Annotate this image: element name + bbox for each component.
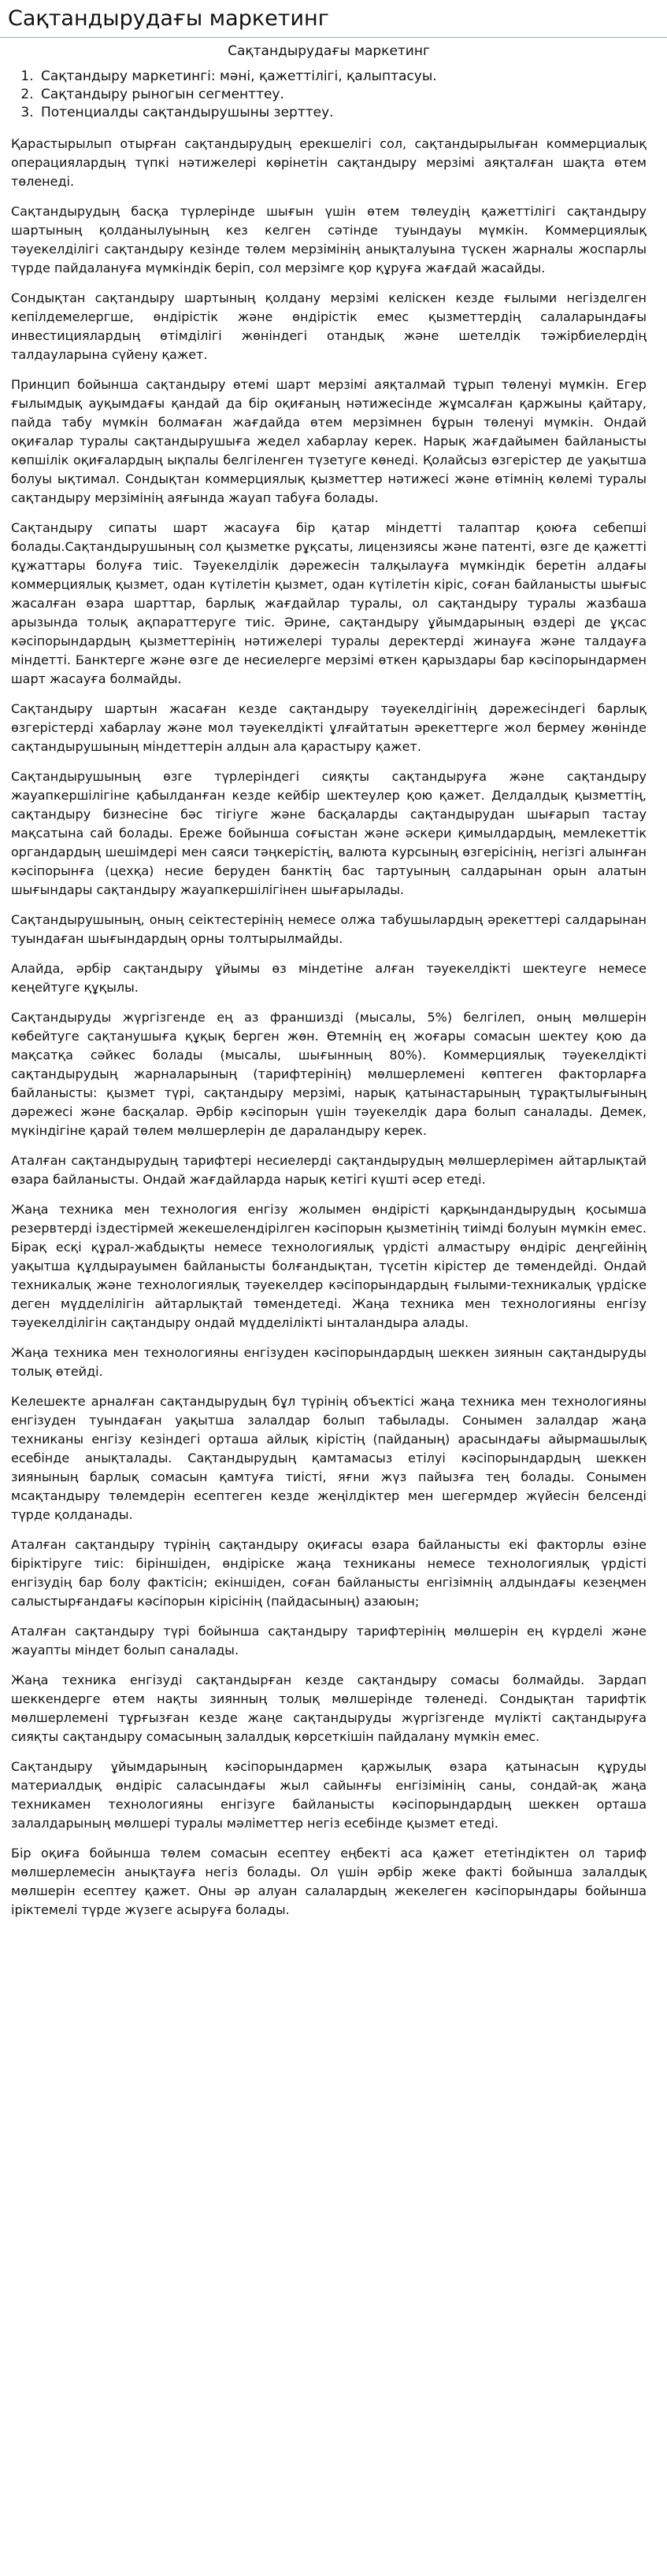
paragraph: Жаңа техника мен технологияны енгізуден кәсіпорындардың шеккен зиянын сақтандыруды толық өтейді. [11,1345,647,1379]
page-title: Сақтандырудағы маркетинг [0,0,667,38]
outline-item: 2. Сақтандыру рыногын сегменттеу. [38,86,647,104]
paragraph: Сондықтан сақтандыру шартының қолдану мерзімі келіскен кезде ғылыми негізделген кепілдемелергше, өндірістік және өндірістік емес қызметтердің салаларындағы инвестициялардың өтімділігі жөніндегі отандық және шетелдік тәжірбиелердің талдауларына сүйену қажет. [11,290,647,362]
paragraph: Бір оқиға бойынша төлем сомасын есептеу еңбекті аса қажет ететіндіктен ол тариф мөлшерлемесін анықтауға негіз болады. Ол үшін әрбір жеке факті бойынша залалдық мөлшерін есептеу қажет. Оны әр алуан салалардың жекелеген кәсіпорындары бойынша іріктемелі түрде жүзеге асыруға болады. [11,1846,647,1917]
paragraph: Келешекте арналған сақтандырудың бұл түрінің объектісі жаңа техника мен технологияны енгізуден туындаған уақытша залалдар болып табылады. Сонымен залалдар жаңа техниканы енгізу кезіндегі орташа айлық кірістің (пайданың) арасындағы айырмашылық есебінде анықталады. Сақтандырудың қамтамасыз етілуі кәсіпорындардың шеккен зиянының барлық сомасын қамтуға тиісті, яғни жүз пайызға тең болады. Сонымен мсақтандыру төлемдерін есептеген кезде жеңілдіктер мен шегермдер жүйесін белсенді түрде қолданады. [11,1394,647,1522]
paragraph: Принцип бойынша сақтандыру өтемі шарт мерзімі аяқталмай тұрып төленуі мүмкін. Егер ғылымдық ауқымдағы қандай да бір оқиғаның нәтижесінде жұмсалған қаржыны қайтару, пайда табу мүмкін болмаған жағдайда өтем мерзімнен бұрын төленуі мүмкін. Ондай оқиғалар туралы сақтандырушыға жедел хабарлау керек. Нарық жағдайымен байланысты көпшілік оқиғалардың ықпалы белгіленген түзетуге көнеді. Қолайсыз өзгерістер де уақытша болуы ықтимал. Сондықтан коммерциялық қызметтер нәтижесі және өтімнің көлемі туралы сақтандыру мерзімінің аяғында жауап табуға болады. [11,377,647,505]
paragraph: Аталған сақтандыру түрі бойынша сақтандыру тарифтерінің мөлшерін ең күрделі және жауапты міндет болып саналады. [11,1624,647,1658]
paragraph: Жаңа техника мен технология енгізу жолымен өндірісті қарқындандырудың қосымша резервтерді іздестірмей жекешелендірілген кәсіпорын қызметінің тиімді болуын мүмкін емес. Бірақ есқі құрал-жабдықты немесе технологиялық үрдісті алмастыру өндіріс деңгейінің уақытша құлдырауымен байланысты болғандықтан, түсетін кірістер де төмендейді. Ондай техникалық және технологиялық тәуекелдер кәсіпорындардың ғылыми-техникалық үрдіске деген мүдделілігін айтарлықтай төмендетеді. Жаңа техника мен технологияны енгізу тәуекелділігін сақтандыру ондай мүдделілікті ынталандыра алады. [11,1202,647,1330]
paragraph: Сақтандырудың басқа түрлерінде шығын үшін өтем төлеудің қажеттілігі сақтандыру шартының қолданылуының кез келген сәтінде туындауы мүмкін. Коммерциялық тәуекелділігі сақтандыру кезінде төлем мерзімінің анықталуына түскен жарналы жоспарлы түрде пайдалануға мүмкіндік беріп, сол мерзімге қор құруға жағдай жасайды. [11,204,647,275]
outline-list [11,68,647,122]
outline-item: 1. Сақтандыру маркетингі: мәні, қажеттілігі, қалыптасуы. [38,68,647,86]
paragraph: Аталған сақтандырудың тарифтері несиелерді сақтандырудың мөлшерлерімен айтарлықтай өзара байланысты. Ондай жағдайларда нарық кетігі күшті әсер етеді. [11,1153,647,1187]
paragraph: Сақтандырушының өзге түрлеріндегі сияқты сақтандыруға және сақтандыру жауапкершілігіне қабылданған кезде кейбір шектеулер қою қажет. Делдалдық қызметтің, сақтандыру бизнесіне бәс тігіуге және басқаларды сақтандырудан шығарып тастау мақсатына сай болады. Ереже бойынша соғыстан және әскери қимылдардың, мемлекеттік органдардың шешімдері мен саяси тәңкерістің, валюта курсының өзгерісінің, негізгі алынған кәсіпорынға (цехқа) несие беруден банктің бас тартуының салдарынан орын алатын шығындары сақтандыру жауапкершілігінен шығарылады. [11,769,647,897]
paragraph: Жаңа техника енгізуді сақтандырған кезде сақтандыру сомасы болмайды. Зардап шеккендерге өтем нақты зиянның толық мөлшерінде төленеді. Сондықтан тарифтік мөлшерлемені тұрғызған кезде жаңе сақтандыруды жүргізгенде мүлікті сақтандыруға сияқты сақтандыру сомасының залалдық көрсеткішін пайдалану мүмкін емес. [11,1672,647,1744]
paragraph: Алайда, әрбір сақтандыру ұйымы өз міндетіне алған тәуекелдікті шектеуге немесе кеңейтуге құқылы. [11,961,647,995]
outline-item: 3. Потенциалды сақтандырушыны зерттеу. [38,104,647,122]
paragraph: Сақтандыру ұйымдарының кәсіпорындармен қаржылық өзара қатынасын құруды материалдық өндіріс саласындағы жыл сайынғы енгізімінің саны, сондай-ақ жаңа техникамен технологияны енгізуге байланысты кәсіпорындардың шеккен орташа залалдарының мөлшері туралы мәліметтер негіз есебінде қызмет етеді. [11,1759,647,1831]
paragraph: Сақтандырушының, оның сеіктестерінің немесе олжа табушылардың әрекеттері салдарынан туындаған шығындардың орны толтырылмайды. [11,912,647,946]
paragraph: Қарастырылып отырған сақтандырудың ерекшелігі сол, сақтандырылыған коммерциалық операциялардың түпкі нәтижелері көрінетін сақтандыру мерзімі аяқталған шақта өтем төленеді. [11,136,647,189]
paragraph: Сақтандыруды жүргізгенде ең аз франшизді (мысалы, 5%) белгілеп, оның мөлшерін көбейтуге сақтанушыға құқық берген жөн. Өтемнің ең жоғары сомасын шектеу қою да мақсатқа сәйкес болады (мысалы, шығынның 80%). Коммерциялық тәуекелдікті сақтандырудың жарналарының (тарифтерінің) мөлшерлемені көптеген факторларға байланысты: қызмет түрі, сақтандыру мерзімі, нарық қатынастарының тұрақтылығының дәрежесі және басқалар. Әрбір кәсіпорын үшін тәуекелдік дара болып саналады. Демек, мүкіндігіне қарай төлем мөлшерлерін де дараландыру керек. [11,1010,647,1138]
document-heading: Сақтандырудағы маркетинг [228,43,430,59]
document-content [0,38,667,1938]
paragraph: Сақтандыру шартын жасаған кезде сақтандыру тәуекелдігінің дәрежесіндегі барлық өзгерістерді хабарлау және мол тәуекелдікті ұлғайтатын әрекеттерге жол бермеу жөнінде сақтандырушының міндеттерін алдын ала қарастыру қажет. [11,701,647,754]
paragraph: Сақтандыру сипаты шарт жасауға бір қатар міндетті талаптар қоюға себепші болады.Сақтандырушының сол қызметке рұқсаты, лицензиясы және патенті, өзге де қажетті құжаттары болуға тиіс. Тәуекелділік дәрежесін талқылауға мүмкіндік беретін алдағы коммерциялық қызмет, одан күтілетін қызмет, одан күтілетін кіріс, соған байланысты шығыс жасалған өзара шарттар, барлық жағдайлар туралы, ол сақтандыру туралы жазбаша арызында толық ақпараттеруге тиіс. Әрине, сақтандыру ұйымдарының өздері де ұқсас кәсіпорындардың қызметтерінің нәтижелері туралы деректерді жинауға және талдауға міндетті. Банктерге және өзге де несиелерге мерзімі өткен қарыздары бар кәсіпорындармен шарт жасауға болмайды. [11,520,647,686]
paragraph: Аталған сақтандыру түрінің сақтандыру оқиғасы өзара байланысты екі факторлы өзіне біріктіруге тиіс: біріншіден, өндіріске жаңа техниканы немесе технологиялық үрдісті енгізудің бар болу фактісін; екіншіден, соған байланысты енгізімнің алдындағы кезеңмен салыстырғандағы кәсіпорын кірісінің (пайдасының) азаюын; [11,1537,647,1609]
